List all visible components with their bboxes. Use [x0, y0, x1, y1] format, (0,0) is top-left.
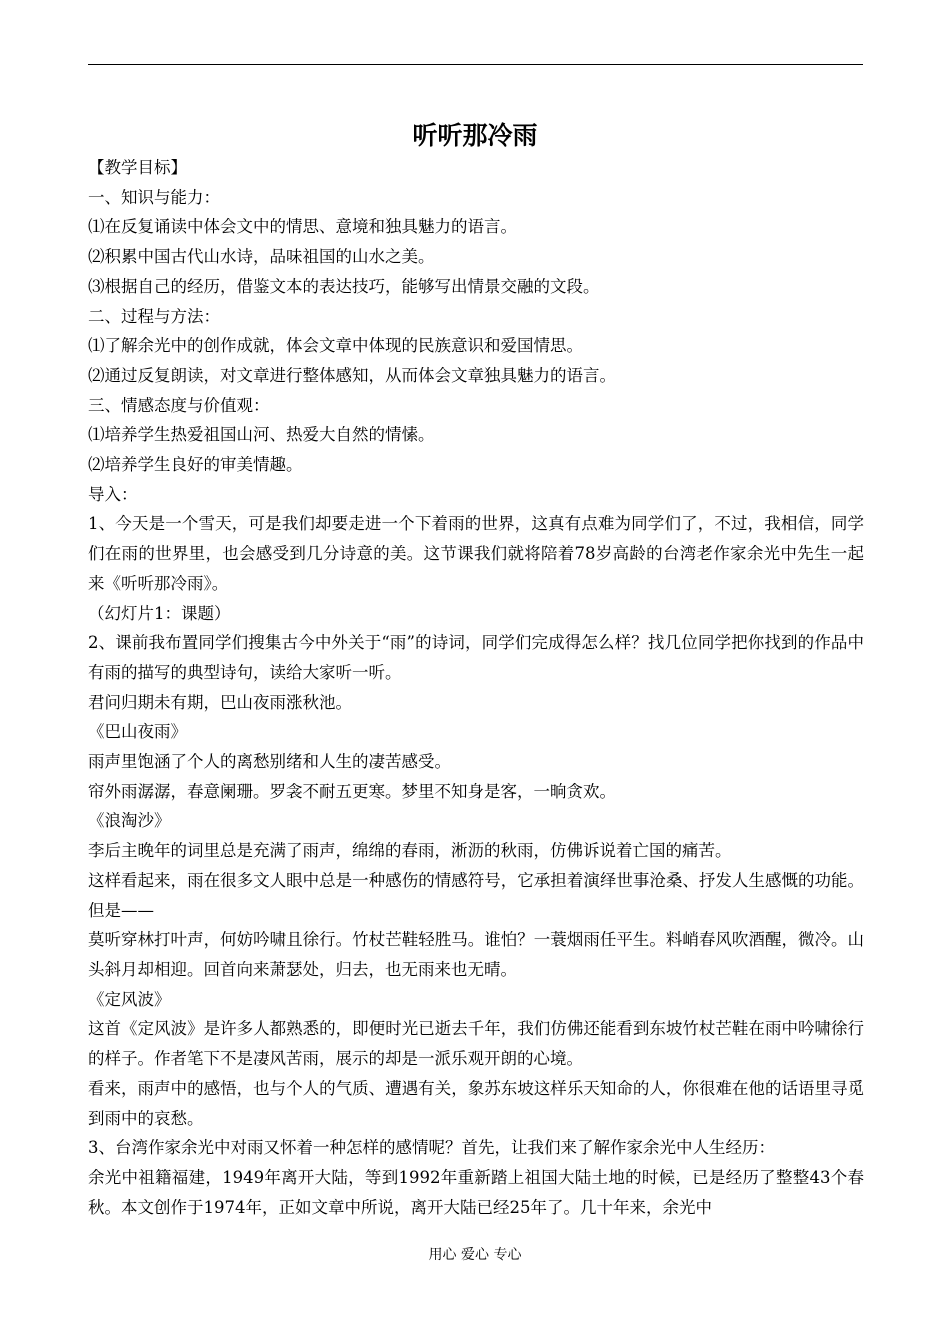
paragraph: 看来，雨声中的感悟，也与个人的气质、遭遇有关，象苏东坡这样乐天知命的人，你很难在他的话语里寻觅到雨中的哀愁。 — [88, 1078, 864, 1128]
list-item: ⑵通过反复朗读，对文章进行整体感知，从而体会文章独具魅力的语言。 — [88, 365, 616, 385]
paragraph: 【教学目标】 — [88, 158, 187, 177]
list-item: ⑶根据自己的经历，借鉴文本的表达技巧，能够写出情景交融的文段。 — [88, 276, 600, 296]
paragraph: 1、今天是一个雪天，可是我们却要走进一个下着雨的世界，这真有点难为同学们了，不过，我相信，同学们在雨的世界里，也会感受到几分诗意的美。这节课我们就将陪着78岁高龄的台湾老作家余光中先生一起来《听听那冷雨》。 — [88, 514, 864, 593]
document-body — [88, 153, 864, 1222]
poem-source: 《浪淘沙》 — [88, 811, 171, 831]
list-item: ⑵积累中国古代山水诗，品味祖国的山水之美。 — [88, 247, 435, 267]
section-heading: 一、知识与能力： — [88, 187, 220, 207]
paragraph: 李后主晚年的词里总是充满了雨声，绵绵的春雨，淅沥的秋雨，仿佛诉说着亡国的痛苦。 — [88, 841, 732, 861]
list-item: ⑴了解余光中的创作成就，体会文章中体现的民族意识和爱国情思。 — [88, 336, 583, 356]
paragraph: 雨声里饱涵了个人的离愁别绪和人生的凄苦感受。 — [88, 752, 451, 772]
poem-line: 君问归期未有期，巴山夜雨涨秋池。 — [88, 692, 352, 712]
list-item: ⑴培养学生热爱祖国山河、热爱大自然的情愫。 — [88, 425, 435, 445]
paragraph: （幻灯片1：课题） — [88, 603, 231, 623]
paragraph: 这样看起来，雨在很多文人眼中总是一种感伤的情感符号，它承担着演绎世事沧桑、抒发人生感慨的功能。但是—— — [88, 870, 864, 920]
section-heading: 导入： — [88, 484, 138, 504]
list-item: ⑵培养学生良好的审美情趣。 — [88, 455, 303, 475]
section-heading: 三、情感态度与价值观： — [88, 395, 270, 415]
header-rule — [88, 64, 863, 65]
list-item: ⑴在反复诵读中体会文中的情思、意境和独具魅力的语言。 — [88, 217, 517, 237]
document-title: 听听那冷雨 — [412, 121, 538, 150]
poem-source: 《巴山夜雨》 — [88, 722, 187, 742]
paragraph: 余光中祖籍福建，1949年离开大陆，等到1992年重新踏上祖国大陆土地的时候，已是经历了整整43个春秋。本文创作于1974年，正如文章中所说，离开大陆已经25年了。几十年来，余光中 — [88, 1167, 864, 1217]
page-footer: 用心 爱心 专心 — [428, 1247, 522, 1263]
poem-line: 帘外雨潺潺，春意阑珊。罗衾不耐五更寒。梦里不知身是客，一晌贪欢。 — [88, 781, 616, 801]
section-heading: 二、过程与方法： — [88, 306, 220, 326]
paragraph: 这首《定风波》是许多人都熟悉的，即便时光已逝去千年，我们仿佛还能看到东坡竹杖芒鞋在雨中吟啸徐行的样子。作者笔下不是凄风苦雨，展示的却是一派乐观开朗的心境。 — [88, 1019, 864, 1069]
poem-source: 《定风波》 — [88, 989, 171, 1009]
paragraph: 2、课前我布置同学们搜集古今中外关于“雨”的诗词，同学们完成得怎么样？找几位同学把你找到的作品中有雨的描写的典型诗句，读给大家听一听。 — [88, 633, 864, 682]
poem-line: 莫听穿林打叶声，何妨吟啸且徐行。竹杖芒鞋轻胜马。谁怕？一蓑烟雨任平生。料峭春风吹酒醒，微冷。山头斜月却相迎。回首向来萧瑟处，归去，也无雨来也无晴。 — [88, 930, 864, 979]
paragraph: 3、台湾作家余光中对雨又怀着一种怎样的感情呢？首先，让我们来了解作家余光中人生经历： — [88, 1138, 775, 1158]
